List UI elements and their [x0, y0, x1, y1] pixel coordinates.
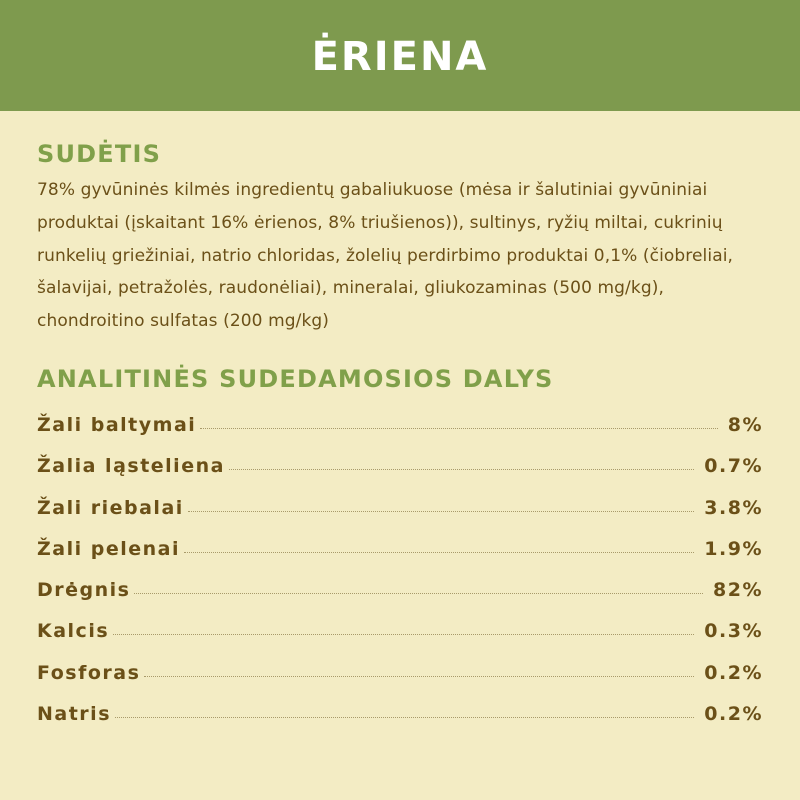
composition-heading: SUDĖTIS	[37, 140, 162, 168]
row-value: 82%	[713, 579, 763, 602]
analytic-row-ash	[37, 529, 763, 570]
page-title: ĖRIENA	[311, 33, 489, 80]
analytic-row-fat	[37, 488, 763, 529]
analytic-row-phosphorus	[37, 653, 763, 694]
row-label: Drėgnis	[37, 579, 131, 602]
row-value: 3.8%	[704, 496, 763, 519]
row-label: Žalia ląsteliena	[37, 455, 225, 478]
row-label: Žali pelenai	[37, 537, 180, 560]
content-area	[0, 138, 800, 735]
row-value: 0.3%	[704, 620, 763, 643]
row-label: Kalcis	[37, 620, 110, 643]
dotted-leader	[115, 717, 694, 718]
composition-text: 78% gyvūninės kilmės ingredientų gabaliukuose (mėsa ir šalutiniai gyvūniniai produktai (įskaitant 16% ėrienos, 8% triušienos)), sultinys, ryžių miltai, cukrinių runkelių griežiniai, natrio chloridas, žolelių perdirbimo produktai 0,1% (čiobreliai, šalavijai, petražolės, raudonėliai), mineralai, gliukozaminas (500 mg/kg), chondroitino sulfatas (200 mg/kg)	[37, 180, 734, 332]
analytic-row-sodium	[37, 694, 763, 735]
dotted-leader	[188, 511, 695, 512]
row-label: Žali baltymai	[37, 413, 197, 436]
header-banner	[0, 0, 800, 111]
dotted-leader	[184, 552, 694, 553]
dotted-leader	[144, 676, 694, 677]
dotted-leader	[200, 428, 717, 429]
row-value: 0.2%	[704, 703, 763, 726]
row-value: 0.7%	[704, 455, 763, 478]
dotted-leader	[229, 469, 694, 470]
analytic-table	[37, 405, 763, 735]
analytic-row-calcium	[37, 611, 763, 652]
dotted-leader	[134, 593, 703, 594]
analytic-row-protein	[37, 405, 763, 446]
analytic-row-fibre	[37, 446, 763, 487]
analytic-heading: ANALITINĖS SUDEDAMOSIOS DALYS	[37, 364, 554, 393]
row-value: 1.9%	[704, 537, 763, 560]
analytic-row-moisture	[37, 570, 763, 611]
row-label: Fosforas	[37, 661, 141, 684]
row-label: Žali riebalai	[37, 496, 184, 519]
row-value: 0.2%	[704, 661, 763, 684]
row-label: Natris	[37, 703, 111, 726]
row-value: 8%	[727, 413, 763, 436]
dotted-leader	[113, 634, 694, 635]
